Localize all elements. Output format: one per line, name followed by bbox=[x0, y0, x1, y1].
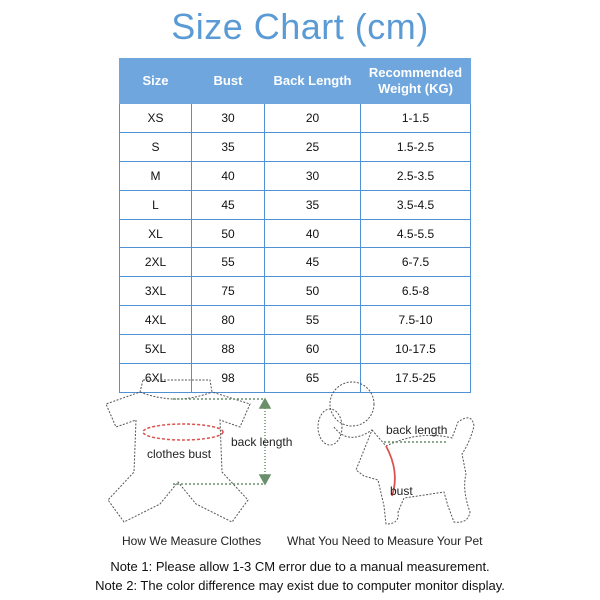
table-cell: 4.5-5.5 bbox=[361, 219, 471, 248]
table-cell: 45 bbox=[192, 190, 265, 219]
table-cell: 1.5-2.5 bbox=[361, 132, 471, 161]
table-cell: 55 bbox=[192, 248, 265, 277]
table-cell: 20 bbox=[265, 104, 361, 133]
size-chart-table bbox=[119, 58, 471, 393]
table-cell: 2XL bbox=[120, 248, 192, 277]
table-cell: 25 bbox=[265, 132, 361, 161]
table-row bbox=[120, 132, 471, 161]
table-row bbox=[120, 161, 471, 190]
table-cell: M bbox=[120, 161, 192, 190]
table-row bbox=[120, 306, 471, 335]
header-bust: Bust bbox=[192, 59, 265, 104]
table-cell: XL bbox=[120, 219, 192, 248]
table-cell: 75 bbox=[192, 277, 265, 306]
pet-back-length-label: back length bbox=[386, 423, 448, 437]
clothes-caption: How We Measure Clothes bbox=[122, 534, 262, 548]
table-cell: 40 bbox=[265, 219, 361, 248]
table-row bbox=[120, 277, 471, 306]
table-cell: 17.5-25 bbox=[361, 364, 471, 393]
clothes-bust-line-icon bbox=[143, 424, 223, 440]
table-row bbox=[120, 219, 471, 248]
table-cell: 80 bbox=[192, 306, 265, 335]
table-cell: 6.5-8 bbox=[361, 277, 471, 306]
header-size: Size bbox=[120, 59, 192, 104]
header-recommended-weight: Recommended Weight (KG) bbox=[361, 59, 471, 104]
table-cell: 55 bbox=[265, 306, 361, 335]
table-cell: XS bbox=[120, 104, 192, 133]
table-cell: 60 bbox=[265, 335, 361, 364]
table-cell: L bbox=[120, 190, 192, 219]
page-title: Size Chart (cm) bbox=[171, 6, 429, 47]
table-cell: 10-17.5 bbox=[361, 335, 471, 364]
table-cell: 6-7.5 bbox=[361, 248, 471, 277]
table-header-row bbox=[120, 59, 471, 104]
table-cell: 4XL bbox=[120, 306, 192, 335]
table-cell: 30 bbox=[192, 104, 265, 133]
table-cell: 7.5-10 bbox=[361, 306, 471, 335]
table-cell: 6XL bbox=[120, 364, 192, 393]
table-cell: 30 bbox=[265, 161, 361, 190]
table-cell: 50 bbox=[265, 277, 361, 306]
pet-bust-label: bust bbox=[390, 484, 413, 498]
table-cell: 40 bbox=[192, 161, 265, 190]
table-row bbox=[120, 335, 471, 364]
table-body bbox=[120, 104, 471, 393]
dog-outline-icon bbox=[318, 382, 474, 524]
table-cell: 1-1.5 bbox=[361, 104, 471, 133]
diagram-artwork bbox=[0, 372, 600, 552]
table-cell: 5XL bbox=[120, 335, 192, 364]
clothes-bust-label: clothes bust bbox=[147, 447, 212, 461]
clothes-back-length-label: back length bbox=[231, 435, 293, 449]
note-2: Note 2: The color difference may exist due to computer monitor display. bbox=[95, 578, 505, 593]
table-cell: 50 bbox=[192, 219, 265, 248]
table-cell: 65 bbox=[265, 364, 361, 393]
table-cell: 3XL bbox=[120, 277, 192, 306]
table-cell: 35 bbox=[192, 132, 265, 161]
table-row bbox=[120, 190, 471, 219]
pet-caption: What You Need to Measure Your Pet bbox=[287, 534, 483, 548]
measurement-diagrams bbox=[0, 372, 600, 552]
header-back-length: Back Length bbox=[265, 59, 361, 104]
table-cell: S bbox=[120, 132, 192, 161]
table-cell: 45 bbox=[265, 248, 361, 277]
note-1: Note 1: Please allow 1-3 CM error due to a manual measurement. bbox=[110, 559, 490, 574]
table-cell: 88 bbox=[192, 335, 265, 364]
table-cell: 3.5-4.5 bbox=[361, 190, 471, 219]
table-cell: 2.5-3.5 bbox=[361, 161, 471, 190]
table-cell: 35 bbox=[265, 190, 361, 219]
table-row bbox=[120, 104, 471, 133]
table-cell: 98 bbox=[192, 364, 265, 393]
table-row bbox=[120, 248, 471, 277]
